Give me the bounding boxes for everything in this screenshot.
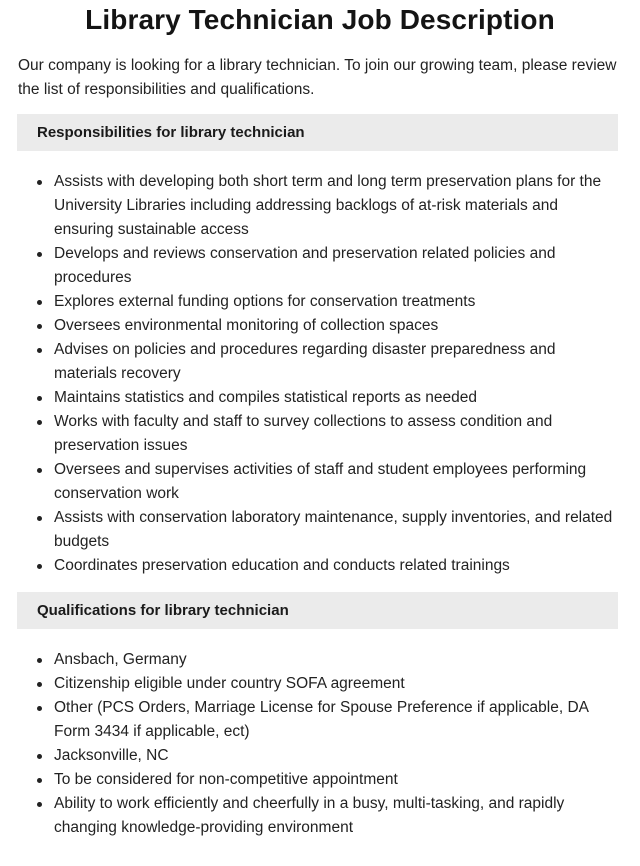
list-item <box>0 290 620 314</box>
list-item <box>0 506 620 554</box>
list-item <box>0 242 620 290</box>
page-title: Library Technician Job Description <box>85 4 555 35</box>
list-item-text: Advises on policies and procedures regarding disaster preparedness and materials recovery <box>54 341 556 382</box>
qualifications-list <box>0 648 620 840</box>
responsibilities-list <box>0 170 620 578</box>
list-item <box>0 410 620 458</box>
list-item <box>0 792 620 840</box>
list-item-text: Coordinates preservation education and conducts related trainings <box>54 557 510 574</box>
list-item-text: Jacksonville, NC <box>54 747 169 764</box>
list-item-text: Assists with developing both short term and long term preservation plans for the University Libraries including addressing backlogs of at-risk materials and ensuring sustainable access <box>54 173 602 238</box>
list-item <box>0 458 620 506</box>
list-item-text: Explores external funding options for conservation treatments <box>54 293 476 310</box>
bullet-icon <box>37 516 42 521</box>
bullet-icon <box>37 706 42 711</box>
bullet-icon <box>37 252 42 257</box>
list-item-text: Ability to work efficiently and cheerfully in a busy, multi-tasking, and rapidly changing knowledge-providing environment <box>54 795 565 836</box>
bullet-icon <box>37 420 42 425</box>
list-item <box>0 386 620 410</box>
intro-paragraph: Our company is looking for a library technician. To join our growing team, please review the list of responsibilities and qualifications. <box>18 57 617 98</box>
responsibilities-heading: Responsibilities for library technician <box>17 114 618 151</box>
list-item <box>0 338 620 386</box>
list-item <box>0 696 620 744</box>
bullet-icon <box>37 348 42 353</box>
bullet-icon <box>37 180 42 185</box>
bullet-icon <box>37 396 42 401</box>
bullet-icon <box>37 658 42 663</box>
list-item-text: Citizenship eligible under country SOFA agreement <box>54 675 405 692</box>
list-item-text: Oversees and supervises activities of staff and student employees performing conservation work <box>54 461 587 502</box>
bullet-icon <box>37 682 42 687</box>
list-item <box>0 648 620 672</box>
bullet-icon <box>37 300 42 305</box>
bullet-icon <box>37 468 42 473</box>
list-item-text: Ansbach, Germany <box>54 651 187 668</box>
qualifications-heading: Qualifications for library technician <box>17 592 618 629</box>
list-item-text: Develops and reviews conservation and preservation related policies and procedures <box>54 245 556 286</box>
list-item <box>0 672 620 696</box>
bullet-icon <box>37 324 42 329</box>
list-item-text: Oversees environmental monitoring of collection spaces <box>54 317 439 334</box>
bullet-icon <box>37 564 42 569</box>
bullet-icon <box>37 802 42 807</box>
list-item <box>0 554 620 578</box>
list-item-text: To be considered for non-competitive appointment <box>54 771 398 788</box>
list-item <box>0 314 620 338</box>
list-item <box>0 170 620 242</box>
list-item-text: Assists with conservation laboratory maintenance, supply inventories, and related budgets <box>54 509 613 550</box>
list-item-text: Other (PCS Orders, Marriage License for Spouse Preference if applicable, DA Form 3434 if applicable, ect) <box>54 699 589 740</box>
bullet-icon <box>37 778 42 783</box>
list-item-text: Maintains statistics and compiles statistical reports as needed <box>54 389 478 406</box>
list-item-text: Works with faculty and staff to survey collections to assess condition and preservation issues <box>54 413 553 454</box>
list-item <box>0 768 620 792</box>
list-item <box>0 744 620 768</box>
bullet-icon <box>37 754 42 759</box>
